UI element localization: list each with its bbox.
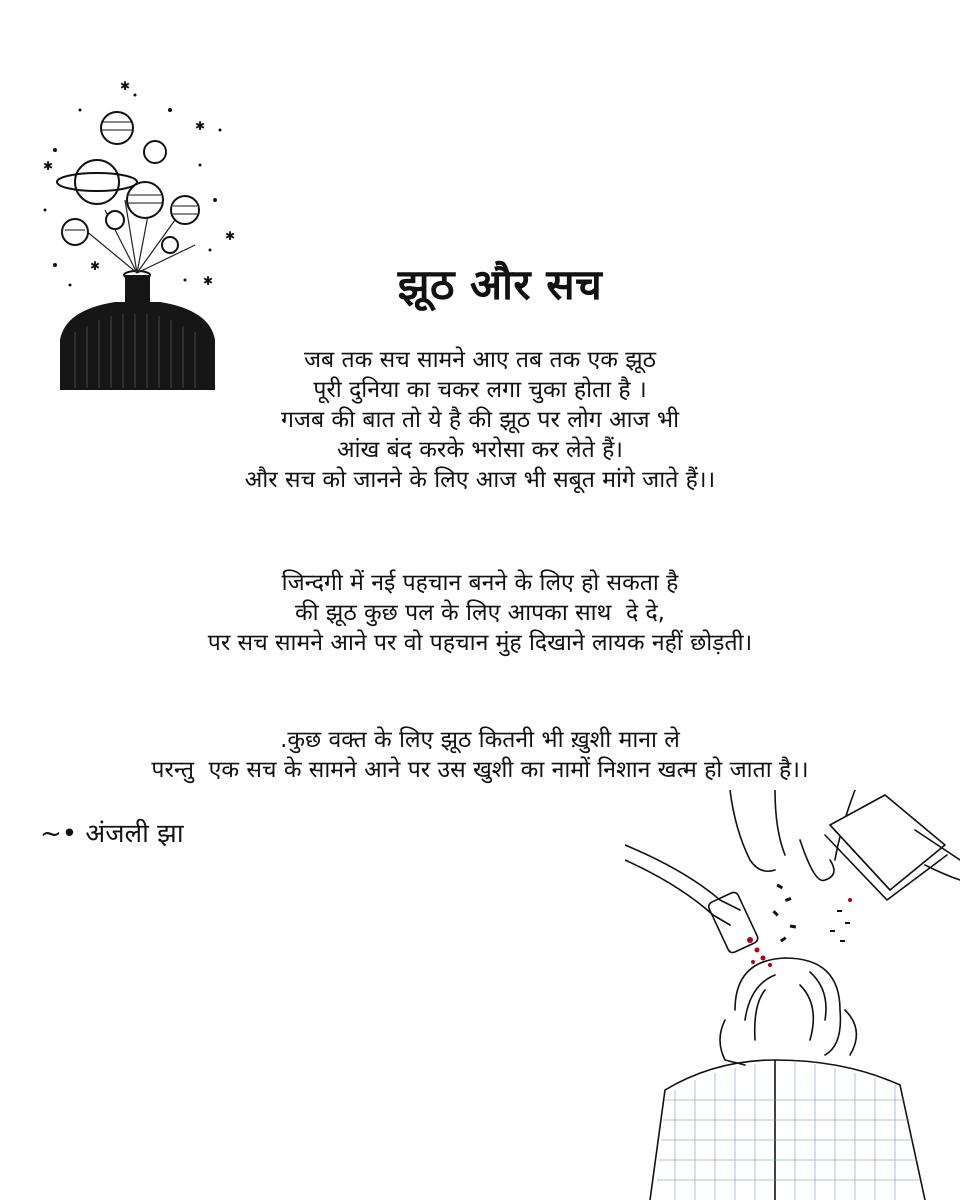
author-signature: ~• अंजली झा xyxy=(40,819,184,849)
poem-line: पर सच सामने आने पर वो पहचान मुंह दिखाने लायक नहीं छोड़ती। xyxy=(207,630,753,656)
poem-line: जिन्दगी में नई पहचान बनने के लिए हो सकता है xyxy=(281,570,679,596)
svg-text:✱: ✱ xyxy=(43,159,54,173)
stanza-1 xyxy=(0,345,960,495)
hands-pouring-into-head-illustration xyxy=(625,790,960,1200)
planets-head-illustration xyxy=(25,70,245,390)
svg-text:✱: ✱ xyxy=(90,259,101,273)
poem-line: पूरी दुनिया का चकर लगा चुका होता है । xyxy=(313,377,647,403)
svg-text:✱: ✱ xyxy=(225,229,236,243)
stanza-3 xyxy=(0,725,960,785)
svg-text:✱: ✱ xyxy=(120,79,131,93)
poem-line: .कुछ वक्त के लिए झूठ कितनी भी ख़ुशी माना ले xyxy=(280,727,680,753)
svg-text:✱: ✱ xyxy=(203,274,214,288)
poem-line: जब तक सच सामने आए तब तक एक झूठ xyxy=(303,347,656,373)
poem-line: परन्तु एक सच के सामने आने पर उस खुशी का नामों निशान खत्म हो जाता है।। xyxy=(151,757,809,783)
poem-title: झूठ और सच xyxy=(397,260,603,309)
poem-line: आंख बंद करके भरोसा कर लेते हैं। xyxy=(336,437,623,463)
poem-line: की झूठ कुछ पल के लिए आपका साथ दे दे, xyxy=(295,600,665,626)
poem-line: गजब की बात तो ये है की झूठ पर लोग आज भी xyxy=(280,407,680,433)
svg-text:✱: ✱ xyxy=(195,119,206,133)
poem-line: और सच को जानने के लिए आज भी सबूत मांगे जाते हैं।। xyxy=(244,467,716,493)
stanza-2 xyxy=(0,568,960,658)
